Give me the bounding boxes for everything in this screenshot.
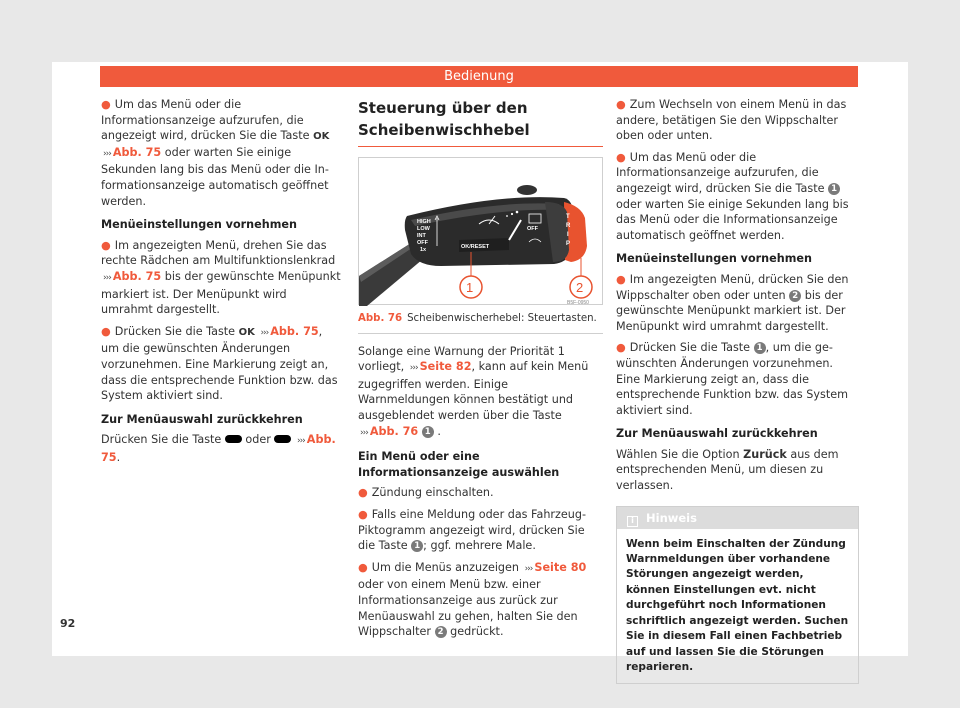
- bullet-icon: ●: [616, 98, 626, 111]
- caption-label: Abb. 76: [358, 313, 403, 324]
- callout-number-1: 1: [754, 342, 766, 354]
- list-item: ● Drücken Sie die Taste OK ››› Abb. 75, um die gewünschten Änderungen vorzunehmen. Eine Markierung zeigt an, dass die entsprechende Funktion bzw. das System aktiviert sind.: [101, 324, 338, 403]
- callout-1-number: 1: [466, 280, 474, 295]
- page-reference-link[interactable]: Seite 82: [419, 360, 472, 374]
- reference-arrow-icon: ›››: [260, 327, 269, 338]
- subheading: Zur Menüauswahl zurückkehren: [616, 427, 818, 441]
- label-off-rear: OFF: [527, 226, 538, 232]
- wiper-lever-illustration: [359, 158, 604, 306]
- page-reference-link[interactable]: Seite 80: [534, 560, 587, 574]
- callout-number-1: 1: [411, 540, 423, 552]
- list-item: ● Zündung einschalten.: [358, 486, 494, 500]
- reference-arrow-icon: ›››: [360, 427, 368, 438]
- bullet-icon: ●: [358, 560, 368, 574]
- dot-icon: [516, 211, 519, 214]
- reference-arrow-icon: ›››: [103, 148, 111, 159]
- bullet-icon: ●: [358, 507, 368, 521]
- column-middle: [358, 97, 603, 646]
- label-trip-r: R: [566, 223, 571, 229]
- wiper-lever-figure: [358, 157, 603, 305]
- label-ok-reset: OK/RESET: [461, 244, 490, 250]
- reference-arrow-icon: ›››: [103, 272, 111, 283]
- dot-icon: [506, 215, 508, 217]
- back-key-alt-icon: [274, 435, 291, 443]
- section-title: Steuerung über den Scheibenwischhebel: [358, 97, 603, 147]
- figure-reference-link[interactable]: Abb. 75: [112, 269, 162, 283]
- subheading: Zur Menüauswahl zurückkehren: [101, 412, 303, 426]
- figure-caption: Abb. 76 Scheibenwischerhebel: Steuertasten.: [358, 311, 603, 334]
- subheading: Menüeinstellungen vornehmen: [616, 252, 812, 266]
- bullet-icon: ●: [616, 272, 626, 286]
- figure-reference-link[interactable]: Abb. 76: [369, 424, 419, 438]
- figure-reference-link[interactable]: Abb. 75: [101, 433, 336, 464]
- bullet-icon: ●: [101, 324, 111, 338]
- column-left: [101, 97, 341, 471]
- lever-top-knob: [517, 185, 537, 195]
- label-1x: 1x: [420, 247, 427, 253]
- callout-number-1: 1: [828, 183, 840, 195]
- paragraph: Solange eine Warnung der Priorität 1 vorliegt, ››› Seite 82, kann auf kein Menü zugegriffen werden. Einige Warnmeldungen können bestätigt und ausgeblendet werden über die Taste ››› Abb. 76 1 .: [358, 344, 589, 438]
- subheading: Ein Menü oder eine Informationsanzeige auswählen: [358, 450, 560, 479]
- ok-key-icon: OK: [313, 131, 330, 143]
- bullet-icon: ●: [101, 98, 111, 111]
- paragraph: Wählen Sie die Option Zurück aus dem entsprechenden Menü, um diesen zu verlassen.: [616, 447, 839, 493]
- list-item: ● Um das Menü oder die Informationsanzeige aufzurufen, die angezeigt wird, drücken Sie die Taste 1 oder warten Sie einige Sekunden lang bis das Menü oder die Informationsanzeige automatisch geöffnet werden.: [616, 150, 849, 242]
- list-item: ● Im angezeigten Menü, drehen Sie das rechte Rädchen am Multifunktionslenkrad ››› Abb. 75 bis der gewünschte Menüpunkt markiert ist. Der Menüpunkt wird umrahmt dargestellt.: [101, 238, 341, 317]
- figure-reference-link[interactable]: Abb. 75: [270, 324, 319, 338]
- reference-arrow-icon: ›››: [409, 363, 418, 374]
- reference-arrow-icon: ›››: [296, 436, 305, 447]
- list-item: ● Falls eine Meldung oder das Fahrzeug-Piktogramm angezeigt wird, drücken Sie die Taste 1 ; ggf. mehrere Male.: [358, 507, 586, 553]
- label-high: HIGH: [417, 219, 431, 225]
- note-title: Hinweis: [646, 510, 697, 525]
- subheading: Menüeinstellungen vornehmen: [101, 218, 297, 232]
- label-trip-p: P: [566, 241, 571, 247]
- note-box: [616, 506, 859, 685]
- page-number: 92: [60, 617, 76, 630]
- paragraph: Drücken Sie die Taste oder ››› Abb. 75.: [101, 433, 336, 464]
- callout-number-2: 2: [789, 290, 801, 302]
- label-low: LOW: [417, 226, 430, 232]
- list-item: ● Um die Menüs anzuzeigen ››› Seite 80 oder von einem Menü bzw. einer Informationsanzeige aus zurück zur Menüauswahl zu gehen, halten Sie den Wippschalter 2 gedrückt.: [358, 560, 587, 639]
- callout-number-2: 2: [435, 626, 447, 638]
- bullet-icon: ●: [358, 486, 368, 500]
- callout-2-number: 2: [576, 280, 584, 295]
- option-name: Zurück: [743, 447, 787, 461]
- ok-key-icon: OK: [238, 326, 255, 338]
- callout-number-1: 1: [422, 426, 434, 438]
- reference-arrow-icon: ›››: [524, 563, 533, 574]
- column-right: [616, 97, 859, 684]
- back-key-icon: [225, 435, 242, 443]
- list-item: ● Um das Menü oder die Informationsanzeige aufzurufen, die angezeigt wird, drücken Sie die Taste OK ››› Abb. 75 oder warten Sie einige Sekunden lang bis das Menü oder die Informationsanzeige automatisch geöffnet werden.: [101, 98, 330, 208]
- label-trip-t: T: [566, 214, 570, 220]
- section-header: Bedienung: [100, 66, 858, 87]
- note-body: Wenn beim Einschalten der Zündung Warnmeldungen über vorhandene Störungen angezeigt werden, können Einstellungen evt. nicht durchgeführt noch Informationen schriftlich angezeigt werden. Suchen Sie in diesem Fall einen Fachbetrieb auf und lassen Sie die Störungen reparieren.: [626, 537, 849, 673]
- figure-code: B5F-0950: [567, 300, 589, 306]
- bullet-icon: ●: [101, 238, 111, 252]
- list-item: ● Drücken Sie die Taste 1 , um die gewünschten Änderungen vorzunehmen. Eine Markierung zeigt an, dass die entsprechende Funktion bzw. das System aktiviert sind.: [616, 341, 849, 417]
- bullet-icon: ●: [616, 341, 626, 355]
- label-int: INT: [417, 233, 426, 239]
- figure-reference-link[interactable]: Abb. 75: [112, 145, 162, 159]
- note-header: [617, 507, 858, 529]
- label-off: OFF: [417, 240, 428, 246]
- dot-icon: [511, 213, 513, 215]
- info-icon: i: [627, 516, 638, 527]
- list-item: ● Zum Wechseln von einem Menü in das andere, betätigen Sie den Wippschalter oben oder unten.: [616, 98, 847, 143]
- bullet-icon: ●: [616, 150, 626, 164]
- label-trip-i: I: [567, 232, 569, 238]
- list-item: ● Im angezeigten Menü, drücken Sie den Wippschalter oben oder unten 2 bis der gewünschte Menüpunkt markiert ist. Der Menüpunkt wird umrahmt dargestellt.: [616, 272, 849, 333]
